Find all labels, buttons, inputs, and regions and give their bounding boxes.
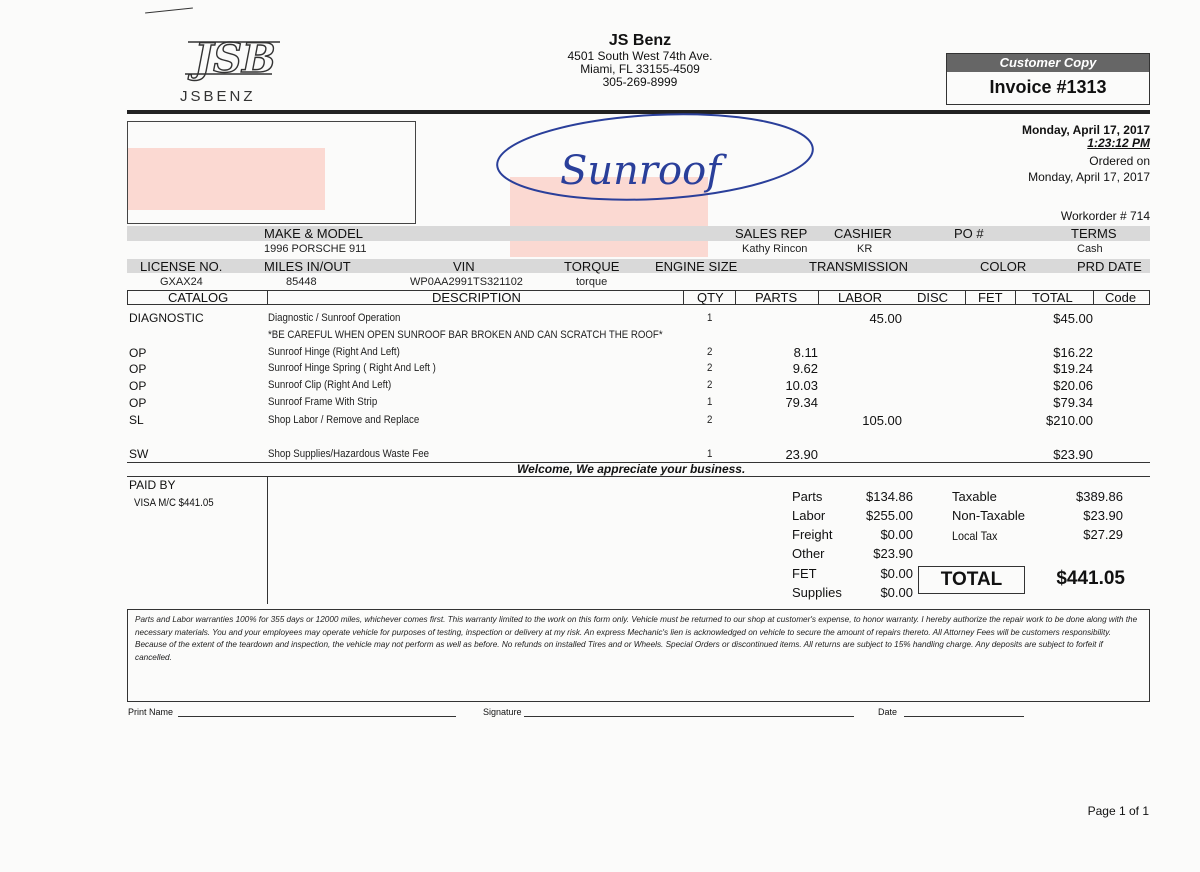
invoice-box — [946, 53, 1150, 105]
item-qty: 2 — [707, 346, 713, 358]
workorder-number: Workorder # 714 — [1060, 209, 1150, 223]
summary-taxable-value: $389.86 — [1076, 489, 1123, 504]
logo-icon — [180, 32, 290, 82]
stray-mark — [145, 7, 193, 13]
item-parts: 8.11 — [793, 345, 818, 360]
print-name-line — [178, 716, 456, 717]
item-total: $16.22 — [1053, 345, 1093, 360]
date-label: Date — [878, 707, 898, 717]
total-value: $441.05 — [1056, 568, 1125, 589]
po-label: PO # — [954, 226, 984, 241]
shop-address-line2: Miami, FL 33155-4509 — [580, 62, 700, 76]
summary-taxable-label: Taxable — [952, 489, 997, 504]
summary-fet-label: FET — [792, 566, 817, 581]
signature-line — [524, 716, 854, 717]
miles-value: 85448 — [286, 276, 317, 288]
item-parts: 10.03 — [785, 378, 818, 393]
summary-supplies-value: $0.00 — [880, 585, 913, 600]
column-header-labor: LABOR — [838, 290, 883, 305]
item-description: Sunroof Frame With Strip — [268, 396, 378, 408]
make-model-label: MAKE & MODEL — [264, 226, 363, 241]
item-parts: 9.62 — [792, 361, 818, 376]
item-catalog: OP — [129, 362, 147, 376]
item-labor: 45.00 — [869, 311, 902, 326]
total-label: TOTAL — [940, 569, 1003, 590]
handwritten-annotation — [490, 102, 840, 212]
transmission-label: TRANSMISSION — [809, 259, 908, 274]
welcome-underline — [127, 476, 1150, 477]
summary-non-taxable-value: $23.90 — [1083, 508, 1123, 523]
item-description: Shop Labor / Remove and Replace — [268, 414, 420, 426]
summary-fet-value: $0.00 — [880, 566, 913, 581]
license-value: GXAX24 — [160, 276, 203, 288]
miles-label: MILES IN/OUT — [264, 259, 351, 274]
item-catalog: DIAGNOSTIC — [129, 311, 204, 325]
item-total: $23.90 — [1053, 447, 1093, 462]
summary-freight-label: Freight — [792, 527, 833, 542]
item-qty: 1 — [707, 312, 713, 324]
cashier-value: KR — [857, 243, 873, 255]
shop-header — [540, 32, 740, 89]
col-divider — [1015, 290, 1016, 305]
item-parts: 23.90 — [785, 447, 818, 462]
welcome-message: Welcome, We appreciate your business. — [517, 462, 746, 476]
sales-rep-value: Kathy Rincon — [742, 243, 808, 255]
sales-rep-label: SALES REP — [735, 226, 808, 241]
handwritten-note: Sunroof — [560, 148, 722, 194]
invoice-number: Invoice #1313 — [989, 77, 1107, 97]
column-header-parts: PARTS — [755, 290, 798, 305]
torque-value: torque — [576, 276, 608, 288]
summary-freight-value: $0.00 — [880, 527, 913, 542]
shop-name: JS Benz — [608, 32, 672, 49]
col-divider — [683, 290, 684, 305]
logo-mark: JSB — [194, 35, 276, 82]
item-qty: 2 — [707, 379, 713, 391]
item-description: Sunroof Clip (Right And Left) — [268, 379, 392, 391]
item-qty: 1 — [707, 396, 713, 408]
summary-labor-value: $255.00 — [866, 508, 913, 523]
prd-date-label: PRD DATE — [1077, 259, 1142, 274]
summary-local-tax-label: Local Tax — [952, 529, 998, 543]
make-model-value: 1996 PORSCHE 911 — [264, 243, 367, 255]
column-header-qty: QTY — [697, 290, 724, 305]
item-parts: 79.34 — [785, 395, 818, 410]
terms-label: TERMS — [1071, 226, 1117, 241]
col-divider — [965, 290, 966, 305]
color-label: COLOR — [980, 259, 1027, 274]
summary-parts-value: $134.86 — [866, 489, 913, 504]
summary-other-value: $23.90 — [873, 546, 913, 561]
item-description: Sunroof Hinge Spring ( Right And Left ) — [268, 362, 436, 374]
item-catalog: OP — [129, 346, 147, 360]
column-header-total: TOTAL — [1032, 290, 1073, 305]
col-divider — [818, 290, 819, 305]
item-labor: 105.00 — [862, 413, 902, 428]
column-header-description: DESCRIPTION — [432, 290, 521, 305]
warranty-text: Parts and Labor warranties 100% for 355 days or 12000 miles, whichever comes first. This warranty limited to the work on this form only. Vehicle must be returned to our shop at customer's expense, to honor warranty. I hereby authorize the repair work to be done along with the necessary materials. You and your employees may operate vehicle for purposes of testing, inspection or delivery at my risk. An express Mechanic's lien is acknowledged on vehicle to secure the amount of repairs thereto. All Attorney Fees will be customers responsibility. Because of the extent of the teardown and inspection, the vehicle may not perform as well as before. No refunds on installed Tires and or Wheels. Special Orders or discontinued items. All returns are subject to 15% handling charge. Any deposits are subject to forfeit if cancelled. — [135, 615, 1138, 662]
redacted-customer — [128, 148, 325, 210]
warranty-box — [127, 609, 1150, 702]
item-description: Shop Supplies/Hazardous Waste Fee — [268, 448, 430, 460]
print-name-label: Print Name — [128, 707, 174, 717]
ordered-label: Ordered on — [1089, 154, 1150, 168]
item-total: $79.34 — [1053, 395, 1093, 410]
invoice-time: 1:23:12 PM — [1087, 136, 1150, 150]
col-divider — [267, 290, 268, 305]
ordered-date: Monday, April 17, 2017 — [1028, 170, 1150, 184]
item-description: Sunroof Hinge (Right And Left) — [268, 346, 400, 358]
paid-by-divider — [267, 476, 268, 604]
item-catalog: OP — [129, 396, 147, 410]
engine-size-label: ENGINE SIZE — [655, 259, 738, 274]
column-header-fet: FET — [978, 290, 1003, 305]
col-divider — [1093, 290, 1094, 305]
torque-label: TORQUE — [564, 259, 620, 274]
column-header-catalog: CATALOG — [168, 290, 229, 305]
signature-label: Signature — [483, 707, 522, 717]
item-description: *BE CAREFUL WHEN OPEN SUNROOF BAR BROKEN AND CAN SCRATCH THE ROOF* — [268, 329, 663, 341]
summary-labor-label: Labor — [792, 508, 826, 523]
item-catalog: OP — [129, 379, 147, 393]
item-total: $19.24 — [1053, 361, 1093, 376]
date-block — [1022, 123, 1150, 185]
cashier-label: CASHIER — [834, 226, 892, 241]
column-header-code: Code — [1105, 290, 1137, 305]
item-total: $45.00 — [1053, 311, 1093, 326]
item-description: Diagnostic / Sunroof Operation — [268, 312, 401, 324]
invoice-date: Monday, April 17, 2017 — [1021, 123, 1150, 137]
summary-local-tax-value: $27.29 — [1083, 527, 1123, 542]
logo-name: JSBENZ — [180, 88, 256, 105]
vin-value: WP0AA2991TS321102 — [410, 276, 523, 288]
page-number: Page 1 of 1 — [1087, 804, 1149, 818]
copy-label: Customer Copy — [947, 54, 1149, 72]
item-catalog: SW — [129, 447, 149, 461]
column-header-disc: DISC — [917, 290, 949, 305]
logo — [175, 32, 290, 107]
total-box — [918, 566, 1025, 594]
item-total: $20.06 — [1053, 378, 1093, 393]
summary-other-label: Other — [792, 546, 825, 561]
item-qty: 2 — [707, 414, 713, 426]
date-line — [904, 716, 1024, 717]
license-label: LICENSE NO. — [140, 259, 223, 274]
shop-address-line1: 4501 South West 74th Ave. — [567, 49, 713, 63]
paid-by-value: VISA M/C $441.05 — [134, 497, 214, 509]
shop-phone: 305-269-8999 — [602, 75, 678, 89]
summary-parts-label: Parts — [792, 489, 823, 504]
col-divider — [735, 290, 736, 305]
item-qty: 2 — [707, 362, 713, 374]
terms-value: Cash — [1077, 243, 1103, 255]
summary-supplies-label: Supplies — [792, 585, 842, 600]
item-catalog: SL — [129, 413, 144, 427]
paid-by-label: PAID BY — [129, 478, 176, 492]
item-total: $210.00 — [1046, 413, 1093, 428]
item-qty: 1 — [707, 448, 713, 460]
summary-non-taxable-label: Non-Taxable — [952, 508, 1025, 523]
vin-label: VIN — [453, 259, 475, 274]
